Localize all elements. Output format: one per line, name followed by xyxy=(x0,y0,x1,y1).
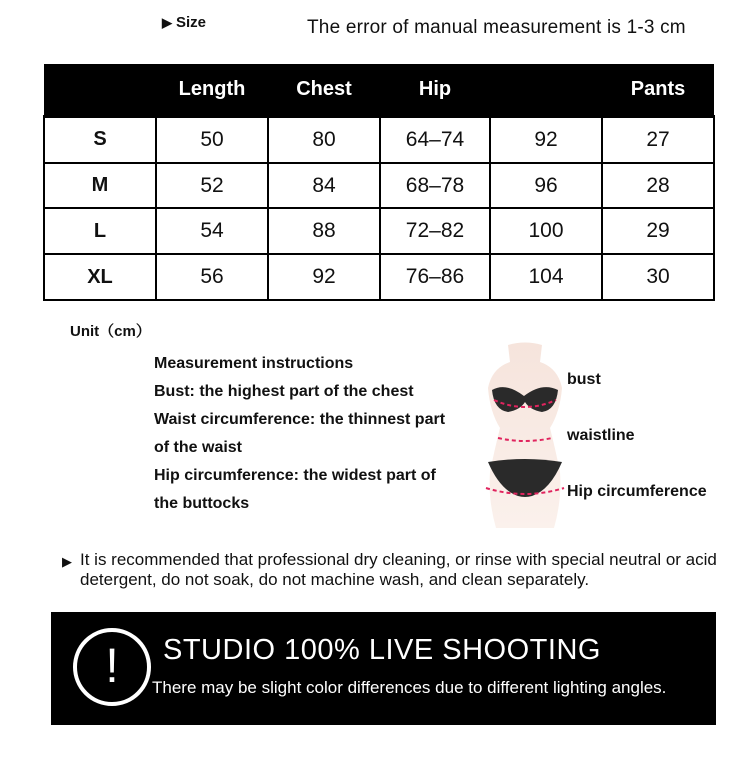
table-cell: 80 xyxy=(268,117,380,163)
column-header: Hip xyxy=(380,64,490,117)
table-cell: 92 xyxy=(268,254,380,300)
measurement-instructions xyxy=(154,350,484,518)
column-header xyxy=(490,64,602,117)
size-label-cell: M xyxy=(44,163,156,209)
banner-subtitle: There may be slight color differences due to different lighting angles. xyxy=(152,678,667,697)
table-cell: 72–82 xyxy=(380,208,490,254)
instruction-line: Hip circumference: the widest part of xyxy=(154,467,436,484)
instruction-line: the buttocks xyxy=(154,495,250,512)
size-heading xyxy=(162,14,206,31)
size-table xyxy=(43,64,715,301)
size-label-cell: S xyxy=(44,117,156,163)
table-row xyxy=(44,117,714,163)
size-heading-text: Size xyxy=(176,14,207,31)
table-cell: 27 xyxy=(602,117,714,163)
table-row xyxy=(44,163,714,209)
table-cell: 64–74 xyxy=(380,117,490,163)
table-cell: 50 xyxy=(156,117,268,163)
table-cell: 76–86 xyxy=(380,254,490,300)
table-header-row xyxy=(44,64,714,117)
triangle-right-icon: ▶ xyxy=(62,554,72,569)
bust-label: bust xyxy=(567,371,601,388)
column-header xyxy=(44,64,156,117)
table-cell: 104 xyxy=(490,254,602,300)
body-measurement-figure xyxy=(470,340,580,530)
exclamation-mark: ! xyxy=(105,640,119,693)
waistline-label: waistline xyxy=(567,427,635,444)
table-cell: 88 xyxy=(268,208,380,254)
instruction-line: of the waist xyxy=(154,439,243,456)
table-cell: 92 xyxy=(490,117,602,163)
table-cell: 96 xyxy=(490,163,602,209)
instruction-line: Waist circumference: the thinnest part xyxy=(154,411,446,428)
column-header: Length xyxy=(156,64,268,117)
table-cell: 100 xyxy=(490,208,602,254)
banner-title: STUDIO 100% LIVE SHOOTING xyxy=(163,634,601,666)
column-header: Chest xyxy=(268,64,380,117)
care-instructions-text: It is recommended that professional dry cleaning, or rinse with special neutral or acid detergent, do not soak, do not machine wash, and clean separately. xyxy=(80,550,717,589)
instruction-line: Bust: the highest part of the chest xyxy=(154,383,414,400)
table-row xyxy=(44,208,714,254)
hip-circumference-label: Hip circumference xyxy=(567,483,707,500)
size-label-cell: L xyxy=(44,208,156,254)
table-cell: 28 xyxy=(602,163,714,209)
table-cell: 30 xyxy=(602,254,714,300)
table-cell: 84 xyxy=(268,163,380,209)
care-instructions xyxy=(62,550,722,590)
table-row xyxy=(44,254,714,300)
unit-label: Unit（cm） xyxy=(70,323,151,340)
column-header: Pants xyxy=(602,64,714,117)
table-cell: 54 xyxy=(156,208,268,254)
exclamation-circle-icon xyxy=(73,628,151,706)
table-cell: 29 xyxy=(602,208,714,254)
instructions-heading: Measurement instructions xyxy=(154,355,354,372)
table-cell: 52 xyxy=(156,163,268,209)
table-cell: 68–78 xyxy=(380,163,490,209)
table-cell: 56 xyxy=(156,254,268,300)
triangle-right-icon: ▶ xyxy=(162,15,172,30)
live-shooting-banner xyxy=(51,612,716,725)
measurement-error-note: The error of manual measurement is 1-3 cm xyxy=(307,17,686,38)
size-label-cell: XL xyxy=(44,254,156,300)
